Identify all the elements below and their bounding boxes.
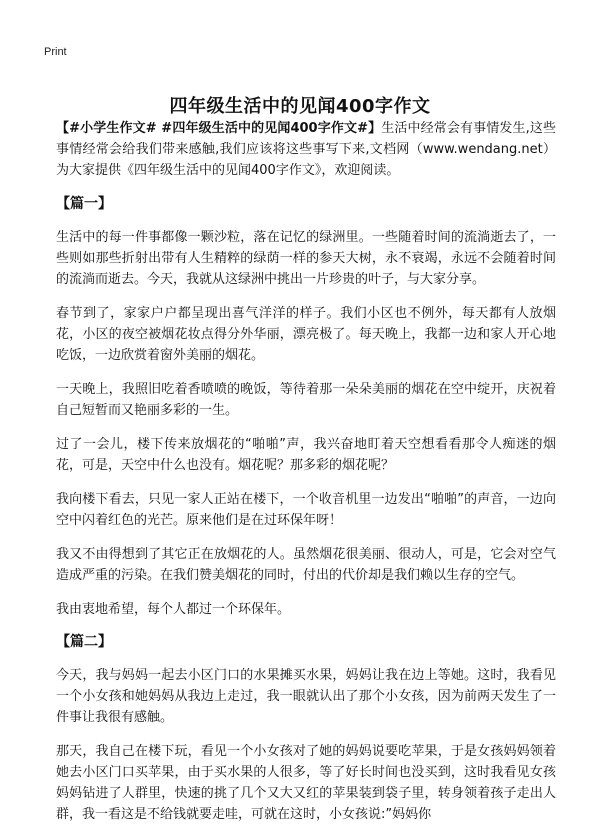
paragraph: 过了一会儿，楼下传来放烟花的“啪啪”声，我兴奋地盯着天空想看看那令人痴迷的烟花，可是，天空中什么也没有。烟花呢？那多彩的烟花呢？: [56, 437, 556, 473]
section-heading-1: 【篇一】: [56, 196, 112, 212]
paragraph: 春节到了，家家户户都呈现出喜气洋洋的样子。我们小区也不例外，每天都有人放烟花，小区的夜空被烟花妆点得分外华丽，漂亮极了。每天晚上，我都一边和家人开心地吃饭，一边欣赏着窗外美丽的烟花。: [56, 306, 556, 363]
paragraph: 一天晚上，我照旧吃着香喷喷的晚饭，等待着那一朵朵美丽的烟花在空中绽开，庆祝着自己短暂而又艳丽多彩的一生。: [56, 382, 556, 418]
intro-text: 生活中经常会有事情发生,这些事情经常会给我们带来感触,我们应该将这些事写下来,文档网（www.wendang.net）为大家提供《四年级生活中的见闻400字作文》，欢迎阅读。: [56, 121, 556, 178]
document-title: 四年级生活中的见闻400字作文: [169, 96, 431, 118]
paragraph: 今天，我与妈妈一起去小区门口的水果摊买水果，妈妈让我在边上等她。这时，我看见一个小女孩和她妈妈从我边上走过，我一眼就认出了那个小女孩，因为前两天发生了一件事让我很有感触。: [56, 668, 556, 725]
paragraph: 我又不由得想到了其它正在放烟花的人。虽然烟花很美丽、很动人，可是，它会对空气造成严重的污染。在我们赞美烟花的同时，付出的代价却是我们赖以生存的空气。: [56, 547, 556, 583]
section-heading-2: 【篇二】: [56, 634, 112, 650]
intro-tag: 【#小学生作文# #四年级生活中的见闻400字作文#】: [56, 121, 382, 136]
paragraph: 我由衷地希望，每个人都过一个环保年。: [56, 602, 291, 617]
document-body: [56, 118, 556, 838]
paragraph: 那天，我自己在楼下玩，看见一个小女孩对了她的妈妈说要吃苹果，于是女孩妈妈领着她去小区门口买苹果，由于买水果的人很多，等了好长时间也没买到，这时我看见女孩妈妈钻进了人群里，快速的挑了几个又大又红的苹果装到袋子里，转身领着孩子走出人群，我一看这是不给钱就要走哇，可就在这时，小女孩说:”妈妈你: [56, 744, 556, 822]
paragraph: 生活中的每一件事都像一颗沙粒，落在记忆的绿洲里。一些随着时间的流淌逝去了，一些则如那些折射出带有人生精粹的绿荫一样的参天大树，永不衰竭，永远不会随着时间的流淌而逝去。今天，我就从这绿洲中挑出一片珍贵的叶子，与大家分享。: [56, 230, 556, 287]
print-label: Print: [44, 46, 67, 58]
paragraph: 我向楼下看去，只见一家人正站在楼下，一个收音机里一边发出“啪啪”的声音，一边向空中闪着红色的光芒。原来他们是在过环保年呀！: [56, 492, 556, 528]
intro-paragraph: [56, 118, 556, 181]
